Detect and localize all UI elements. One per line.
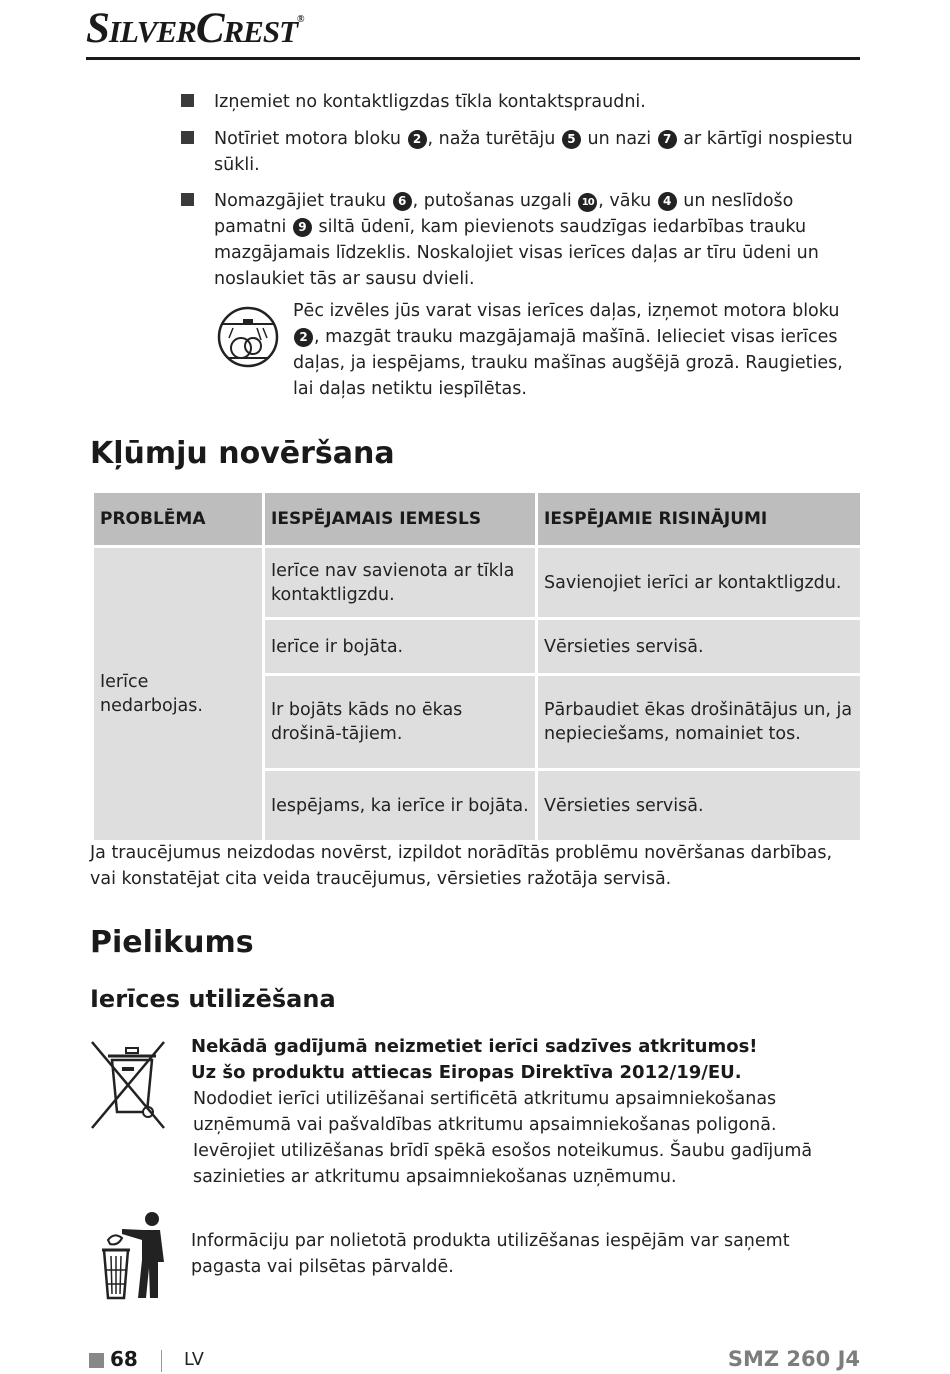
model-number: SMZ 260 J4 — [727, 1347, 860, 1371]
subsection-title-disposal: Ierīces utilizēšana — [90, 985, 336, 1013]
table-row — [93, 547, 862, 619]
recycling-info: Informāciju par nolietotā produkta utilizēšanas iespējām var saņemt pagasta vai pilsētas pārvaldē. — [191, 1231, 790, 1277]
footer-divider — [161, 1350, 162, 1372]
section-title-appendix: Pielikums — [90, 925, 254, 960]
part-number-badge: 2 — [408, 130, 427, 149]
disposal-instructions: Nododiet ierīci utilizēšanai sertificētā atkritumu apsaimniekošanas uzņēmumā vai pašvaldības atkritumu apsaimniekošanas poligonā. Ievērojiet utilizēšanas brīdī spēkā esošos noteikumus. Šaubu gadījumā sazinieties ar atkritumu apsaimniekošanas uzņēmumu. — [193, 1089, 813, 1187]
table-header-solution: IESPĒJAMIE RISINĀJUMI — [537, 492, 862, 547]
disposal-warning-line-2: Uz šo produktu attiecas Eiropas Direktīva 2012/19/EU. — [191, 1062, 742, 1083]
header-rule — [86, 57, 860, 60]
cause-cell: Ierīce ir bojāta. — [264, 619, 537, 675]
dishwasher-note: Pēc izvēles jūs varat visas ierīces daļas, izņemot motora bloku 2 , mazgāt trauku mazgājamajā mašīnā. Ielieciet visas ierīces daļas, ja iespējams, trauku mašīnas augšējā grozā. Raugieties, lai daļas netiktu iespīlētas. — [293, 301, 843, 399]
part-number-badge: 4 — [658, 192, 677, 211]
part-number-badge: 10 — [578, 193, 597, 212]
brand-logo: SILVERCREST® — [86, 5, 304, 52]
page-number: 68 — [110, 1347, 138, 1371]
cause-cell: Iespējams, ka ierīce ir bojāta. — [264, 770, 537, 842]
solution-cell: Savienojiet ierīci ar kontaktligzdu. — [537, 547, 862, 619]
table-header-cause: IESPĒJAMAIS IEMESLS — [264, 492, 537, 547]
troubleshooting-table — [91, 490, 863, 843]
cause-cell: Ir bojāts kāds no ēkas drošinā-tājiem. — [264, 675, 537, 770]
bullet-square-icon — [181, 94, 194, 107]
disposal-warning — [191, 1034, 831, 1086]
part-number-badge: 2 — [294, 328, 313, 347]
bullet-text: Nomazgājiet trauku 6 , putošanas uzgali 10 , vāku 4 un neslīdošo pamatni 9 siltā ūdenī, kam pievienots saudzīgas iedarbības trauku mazgājamais līdzeklis. Noskalojiet visas ierīces daļas ar tīru ūdeni un noslaukiet tās ar sausu dvieli. — [214, 191, 819, 289]
part-number-badge: 6 — [393, 192, 412, 211]
person-disposing-waste-icon — [100, 1210, 174, 1300]
table-header-problem: PROBLĒMA — [93, 492, 264, 547]
bullet-square-icon — [181, 131, 194, 144]
section-title-troubleshooting: Kļūmju novēršana — [90, 436, 395, 471]
dishwasher-icon — [217, 306, 279, 368]
cause-cell: Ierīce nav savienota ar tīkla kontaktligzdu. — [264, 547, 537, 619]
part-number-badge: 5 — [562, 130, 581, 149]
crossed-out-bin-icon — [90, 1040, 166, 1132]
solution-cell: Vērsieties servisā. — [537, 770, 862, 842]
language-code: LV — [184, 1350, 204, 1370]
part-number-badge: 9 — [293, 218, 312, 237]
troubleshooting-note: Ja traucējumus neizdodas novērst, izpildot norādītās problēmu novēršanas darbības, vai konstatējat cita veida traucējumus, vērsieties ražotāja servisā. — [90, 843, 833, 889]
bullet-text: Notīriet motora bloku 2 , naža turētāju 5 un nazi 7 ar kārtīgi nospiestu sūkli. — [214, 129, 853, 175]
bullet-text: Izņemiet no kontaktligzdas tīkla kontaktspraudni. — [214, 92, 646, 112]
disposal-warning-line-1: Nekādā gadījumā neizmetiet ierīci sadzīves atkritumos! — [191, 1036, 758, 1057]
bullet-square-icon — [181, 193, 194, 206]
problem-cell: Ierīce nedarbojas. — [93, 547, 264, 842]
footer-square-icon — [89, 1353, 104, 1368]
solution-cell: Pārbaudiet ēkas drošinātājus un, ja nepieciešams, nomainiet tos. — [537, 675, 862, 770]
solution-cell: Vērsieties servisā. — [537, 619, 862, 675]
part-number-badge: 7 — [658, 130, 677, 149]
